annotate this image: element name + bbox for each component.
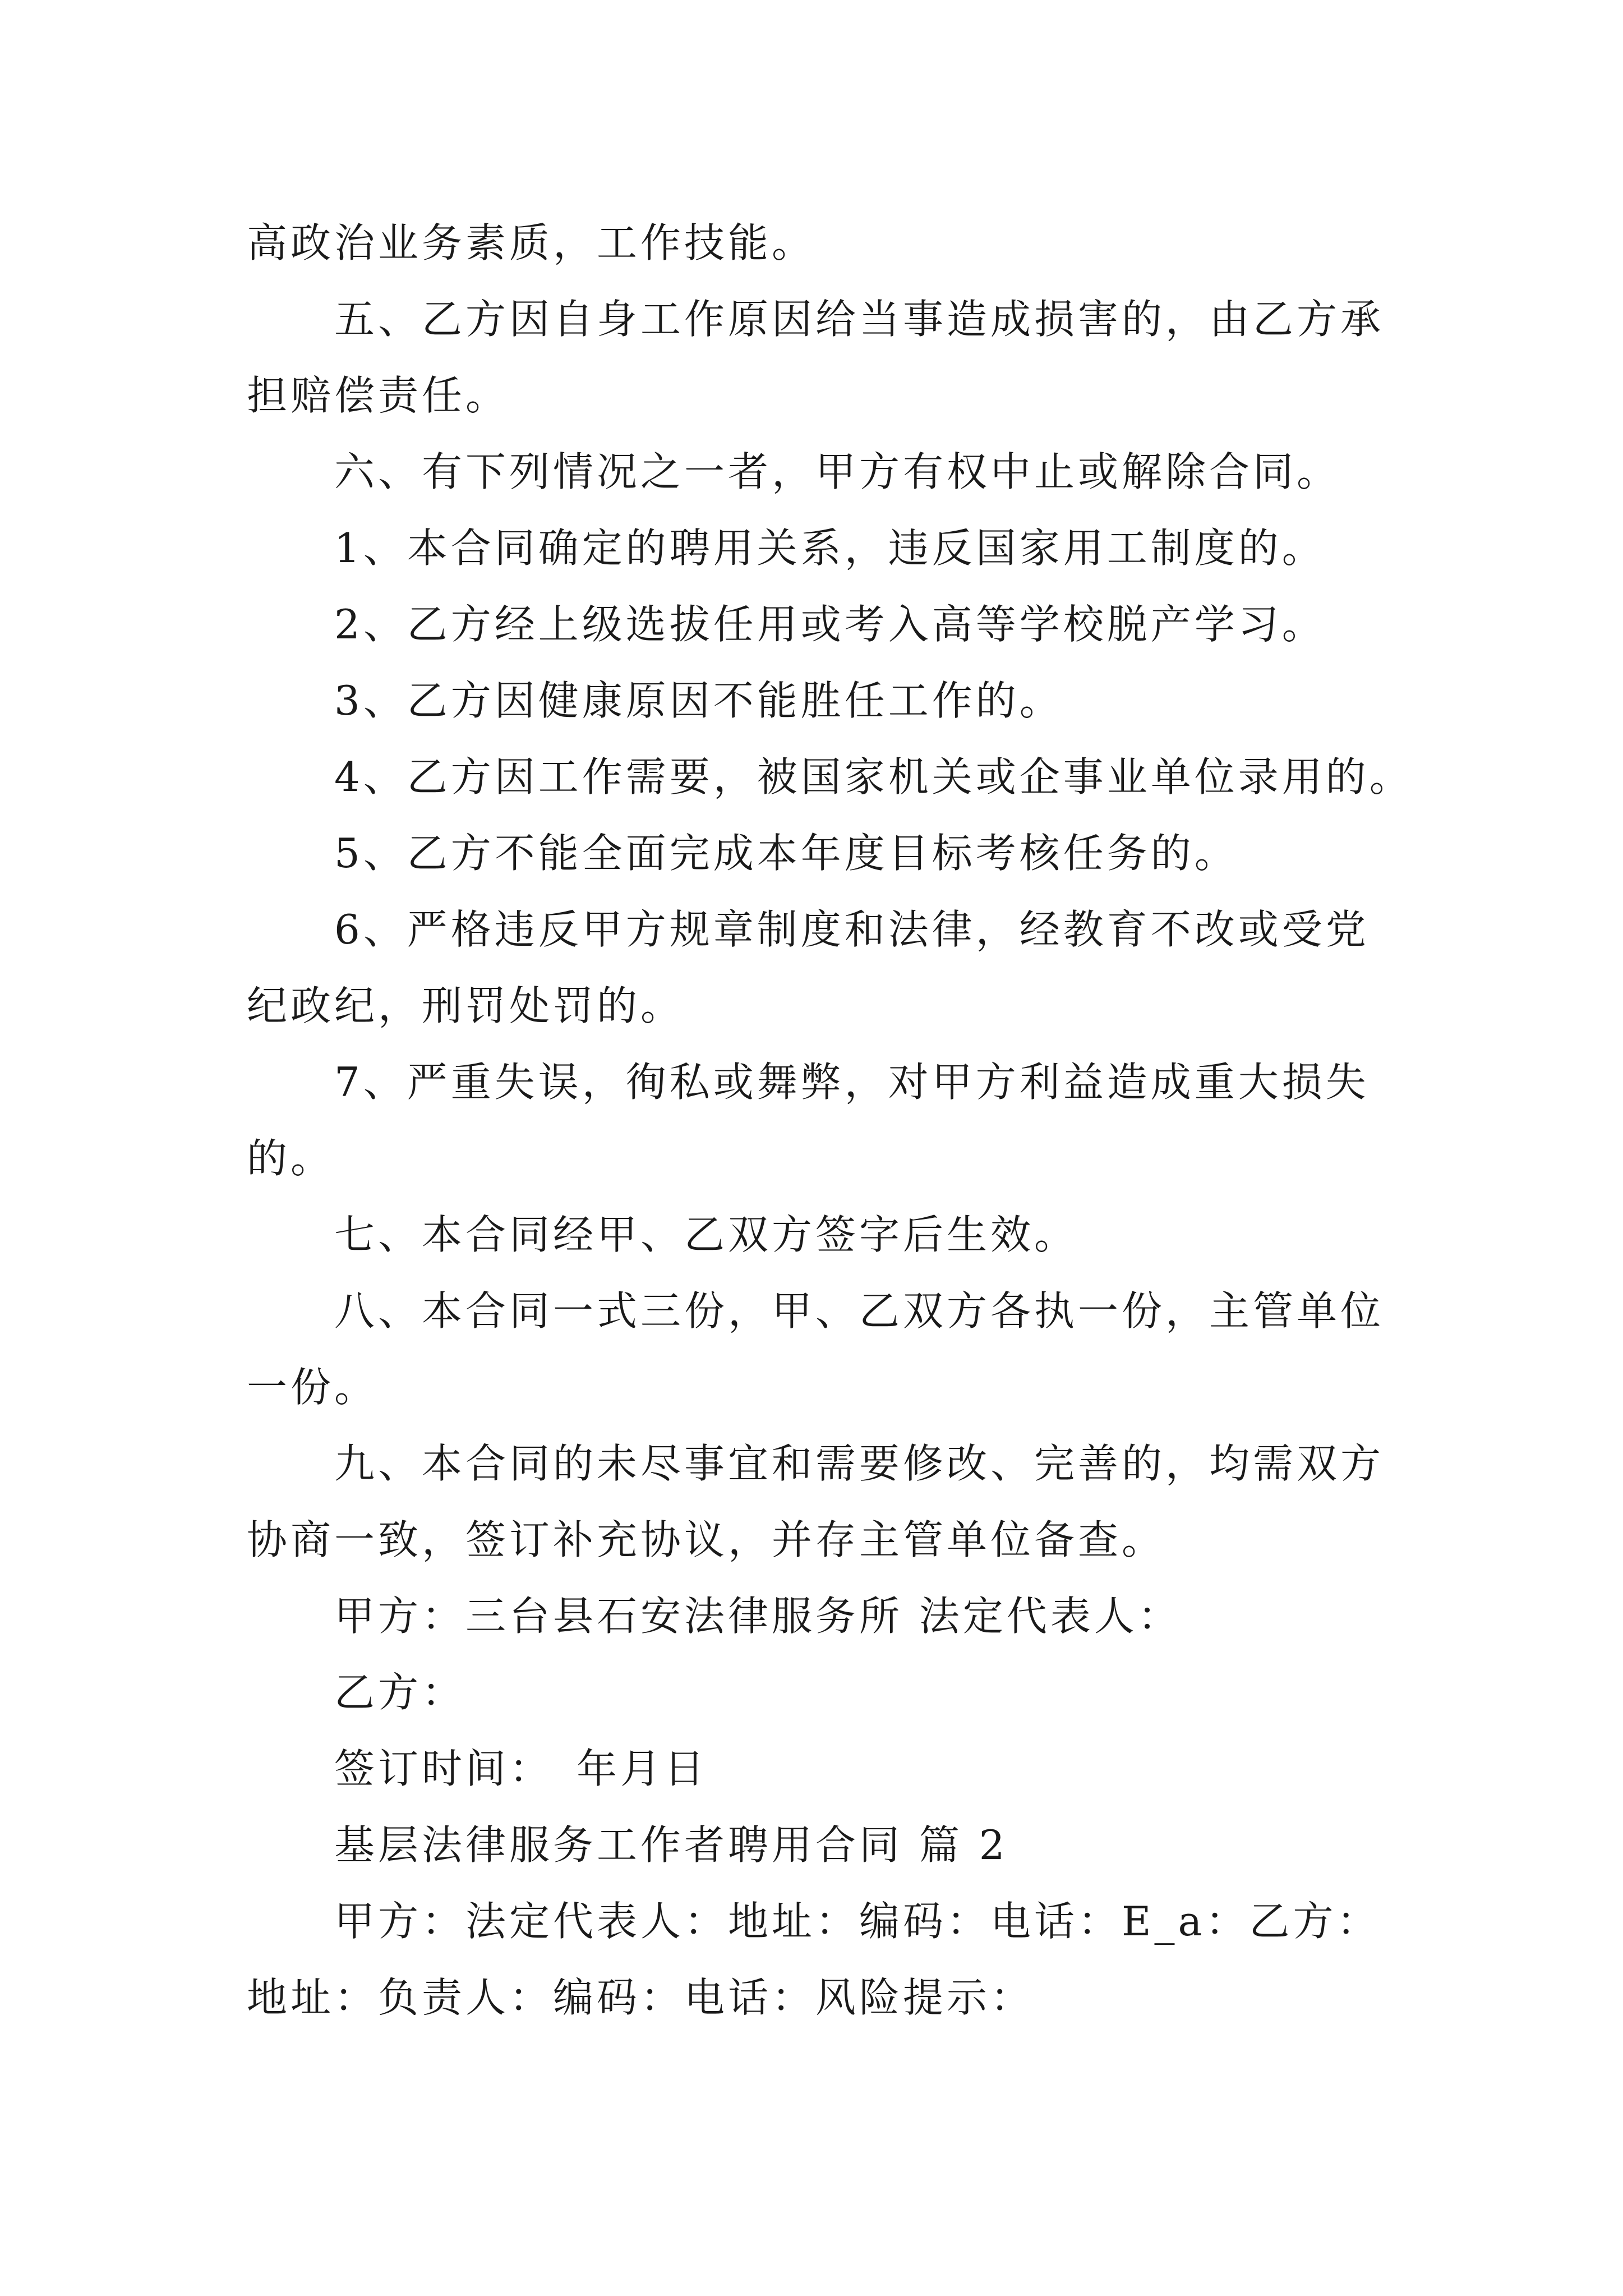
paragraph-line: 的。 (247, 1135, 335, 1182)
section-heading: 基层法律服务工作者聘用合同 篇 2 (334, 1821, 1008, 1869)
paragraph-line: 六、有下列情况之一者，甲方有权中止或解除合同。 (334, 448, 1341, 495)
paragraph-line: 九、本合同的未尽事宜和需要修改、完善的，均需双方 (334, 1440, 1385, 1487)
signature-party-b-line: 乙方： (334, 1669, 466, 1716)
paragraph-line: 八、本合同一式三份，甲、乙双方各执一份，主管单位 (334, 1287, 1385, 1335)
paragraph-line: 6、严格违反甲方规章制度和法律，经教育不改或受党 (334, 906, 1370, 953)
document-body (247, 205, 1430, 2036)
signing-date-line: 签订时间： 年月日 (334, 1745, 708, 1792)
paragraph-line: 5、乙方不能全面完成本年度目标考核任务的。 (334, 830, 1238, 877)
paragraph-line: 五、乙方因自身工作原因给当事造成损害的，由乙方承 (334, 296, 1385, 343)
paragraph-line: 地址：负责人：编码：电话：风险提示： (247, 1974, 1035, 2021)
paragraph-line: 七、本合同经甲、乙双方签字后生效。 (334, 1211, 1078, 1258)
paragraph-line: 协商一致，签订补充协议，并存主管单位备查。 (247, 1516, 1166, 1563)
paragraph-line: 7、严重失误，徇私或舞弊，对甲方利益造成重大损失 (334, 1059, 1370, 1106)
paragraph-line: 一份。 (247, 1364, 379, 1411)
paragraph-line: 4、乙方因工作需要，被国家机关或企事业单位录用的。 (334, 753, 1413, 800)
paragraph-line: 3、乙方因健康原因不能胜任工作的。 (334, 677, 1063, 724)
paragraph-line: 担赔偿责任。 (247, 372, 510, 419)
paragraph-line: 1、本合同确定的聘用关系，违反国家用工制度的。 (334, 524, 1326, 572)
paragraph-line: 甲方：法定代表人：地址：编码：电话：E_a：乙方： (334, 1898, 1381, 1945)
paragraph-line: 2、乙方经上级选拔任用或考入高等学校脱产学习。 (334, 601, 1326, 648)
paragraph-line: 纪政纪，刑罚处罚的。 (247, 982, 685, 1029)
signature-party-a-line: 甲方：三台县石安法律服务所 法定代表人： (334, 1593, 1182, 1640)
paragraph-line: 高政治业务素质，工作技能。 (247, 219, 816, 266)
